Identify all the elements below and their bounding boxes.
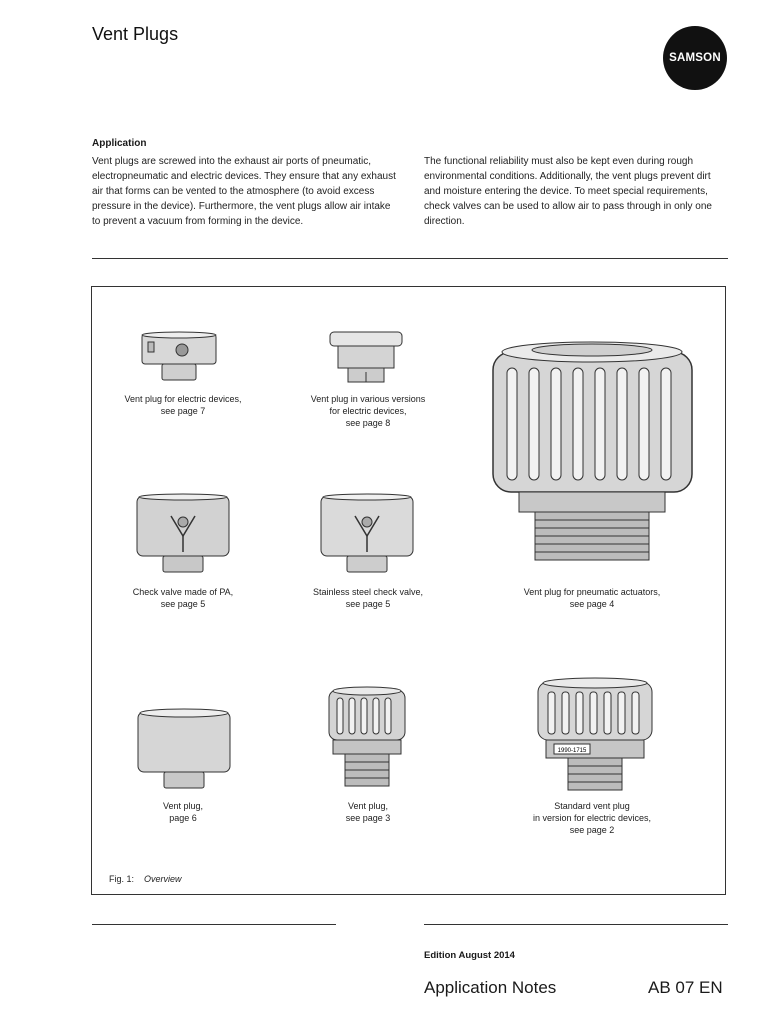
- figure-caption-text: Overview: [144, 874, 182, 884]
- caption-part-3: Check valve made of PA, see page 5: [132, 587, 234, 609]
- caption-part-4: Stainless steel check valve, see page 5: [312, 587, 424, 609]
- section-heading: Application: [92, 138, 147, 149]
- divider-bottom-right: [424, 924, 728, 925]
- figure-caption: [109, 874, 182, 884]
- caption-part-7: Vent plug, see page 3: [345, 801, 391, 823]
- part-vent-plug-pneumatic: [485, 338, 700, 578]
- part-vent-plug-3: [323, 684, 411, 794]
- paragraph-left: Vent plugs are screwed into the exhaust air ports of pneumatic, electropneumatic and electric devices. They ensure that any exhaust air that forms can be vented to the atmosphere (to avoid excess pressure in the device). Furthermore, the vent plugs allow air intake to prevent a vacuum from forming in the device.: [92, 156, 396, 227]
- paragraph-right: The functional reliability must also be kept even during rough environmental conditions. Additionally, the vent plugs prevent dirt and moisture entering the device. To meet special requirements, check valves can be used to allow air to pass through in only one direction.: [424, 156, 712, 227]
- divider-bottom-left: [92, 924, 336, 925]
- caption-part-5: Vent plug for pneumatic actuators, see page 4: [523, 587, 661, 609]
- caption-part-8: Standard vent plug in version for electric devices, see page 2: [532, 801, 652, 835]
- figure-label: Fig. 1:: [109, 874, 135, 884]
- part-vent-plug-electric-small: [134, 330, 224, 385]
- caption-part-6: Vent plug, page 6: [162, 801, 204, 823]
- divider-top: [92, 258, 728, 259]
- logo-text: SAMSON: [669, 52, 721, 64]
- edition-label: Edition August 2014: [424, 950, 515, 961]
- page-title: Vent Plugs: [92, 24, 179, 44]
- part-standard-vent-plug: [530, 676, 660, 796]
- part-vent-plug-electric-versions: [326, 328, 406, 388]
- part-vent-plug-6: [134, 706, 234, 792]
- document-type: Application Notes: [424, 978, 557, 997]
- document-code: AB 07 EN: [648, 978, 723, 997]
- caption-part-1: Vent plug for electric devices, see page 7: [124, 394, 242, 416]
- part-tag: 1990-1715: [557, 748, 587, 754]
- samson-logo: [663, 26, 727, 90]
- part-check-valve-pa: [133, 492, 233, 578]
- caption-part-2: Vent plug in various versions for electric devices, see page 8: [310, 394, 426, 428]
- part-check-valve-steel: [317, 492, 417, 578]
